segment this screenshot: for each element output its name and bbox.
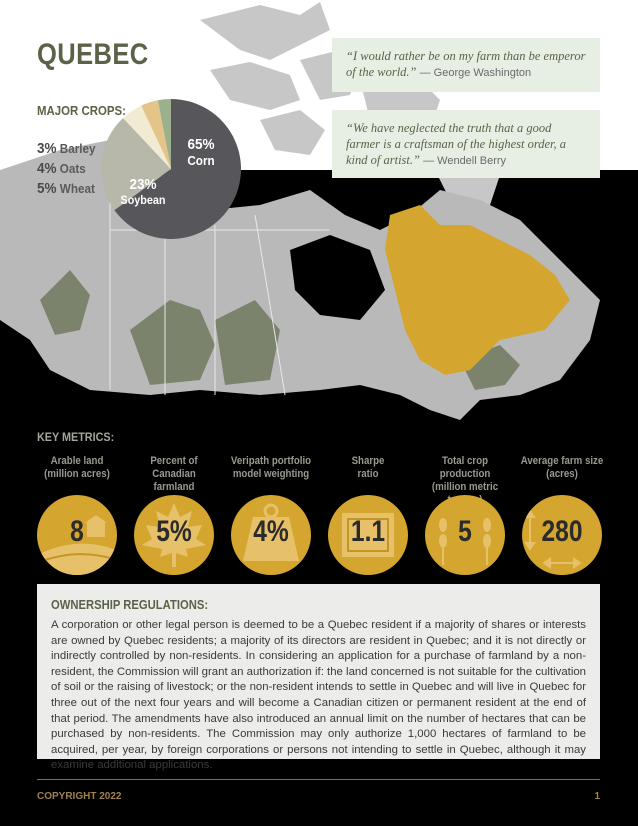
size-arrows-icon: 280 xyxy=(522,495,602,575)
metric-arable-land xyxy=(29,455,125,575)
metric-portfolio-weighting xyxy=(223,455,319,575)
metric-crop-production xyxy=(417,455,513,575)
ownership-body: A corporation or other legal person is deemed to be a Quebec resident if a majority of shares or interests are owned by Quebec residents; a majority of its directors are resident in Quebec; and it is not directly or indirectly controlled by non-residents. In considering an application for a purchase of farmland by a non-resident, the Commission will grant an authorization if: the land concerned is not suitable for the cultivation of soil or the raising of livestock; or the non-resident intends to settle in Quebec and will live in Quebec for three out of the next four years and will become a Canadian citizen or permanent resident at the end of that period. The amendments have also introduced an annual limit on the number of hectares that can be purchased by non-residents. The Commission may only authorize 1,000 hectares of farmland to be acquired, per year, by foreign corporations or persons not intending to settle in Quebec, although it may examine additional applications. xyxy=(51,619,587,772)
metric-caption: Veripath portfolio model weighting xyxy=(230,455,312,480)
quote-berry: “We have neglected the truth that a good farmer is a craftsman of the highest order, a kind of artist.” — Wendell Berry xyxy=(332,110,600,178)
metric-percent-farmland xyxy=(126,455,222,575)
crops-pie-chart xyxy=(100,98,242,240)
ownership-regulations-box xyxy=(37,584,600,772)
farmland-icon: 8 xyxy=(37,495,117,575)
corn-slice-label: 65% Corn xyxy=(187,136,215,168)
quote-washington: “I would rather be on my farm than be emperor of the world.” — George Washington xyxy=(332,38,600,92)
copyright: COPYRIGHT 2022 xyxy=(37,791,122,802)
metric-caption: Sharpe ratio xyxy=(351,455,385,480)
page-title: QUEBEC xyxy=(37,38,149,71)
soybean-slice-label: 23% Soybean xyxy=(120,176,166,207)
footer-divider xyxy=(37,779,600,780)
metric-avg-farm-size xyxy=(514,455,610,575)
metric-caption: Average farm size (acres) xyxy=(520,455,604,480)
page-number: 1 xyxy=(594,791,600,802)
metric-caption: Percent of Canadian farmland xyxy=(150,455,198,493)
metric-caption: Total crop production (million metric xyxy=(431,455,499,493)
key-metrics-label: KEY METRICS: xyxy=(37,430,115,444)
crop-oats: 4% Oats xyxy=(37,160,86,177)
ownership-title: OWNERSHIP REGULATIONS: xyxy=(51,598,209,612)
chart-icon: 1.1 xyxy=(328,495,408,575)
maple-leaf-icon: 5% xyxy=(134,495,214,575)
crop-barley: 3% Barley xyxy=(37,140,96,157)
metric-sharpe-ratio xyxy=(320,455,416,575)
metric-caption: Arable land (million acres) xyxy=(44,455,110,480)
major-crops-label: MAJOR CROPS: xyxy=(37,103,126,118)
crop-wheat: 5% Wheat xyxy=(37,180,95,197)
weight-icon: 4% xyxy=(231,495,311,575)
wheat-icon: 5 xyxy=(425,495,505,575)
